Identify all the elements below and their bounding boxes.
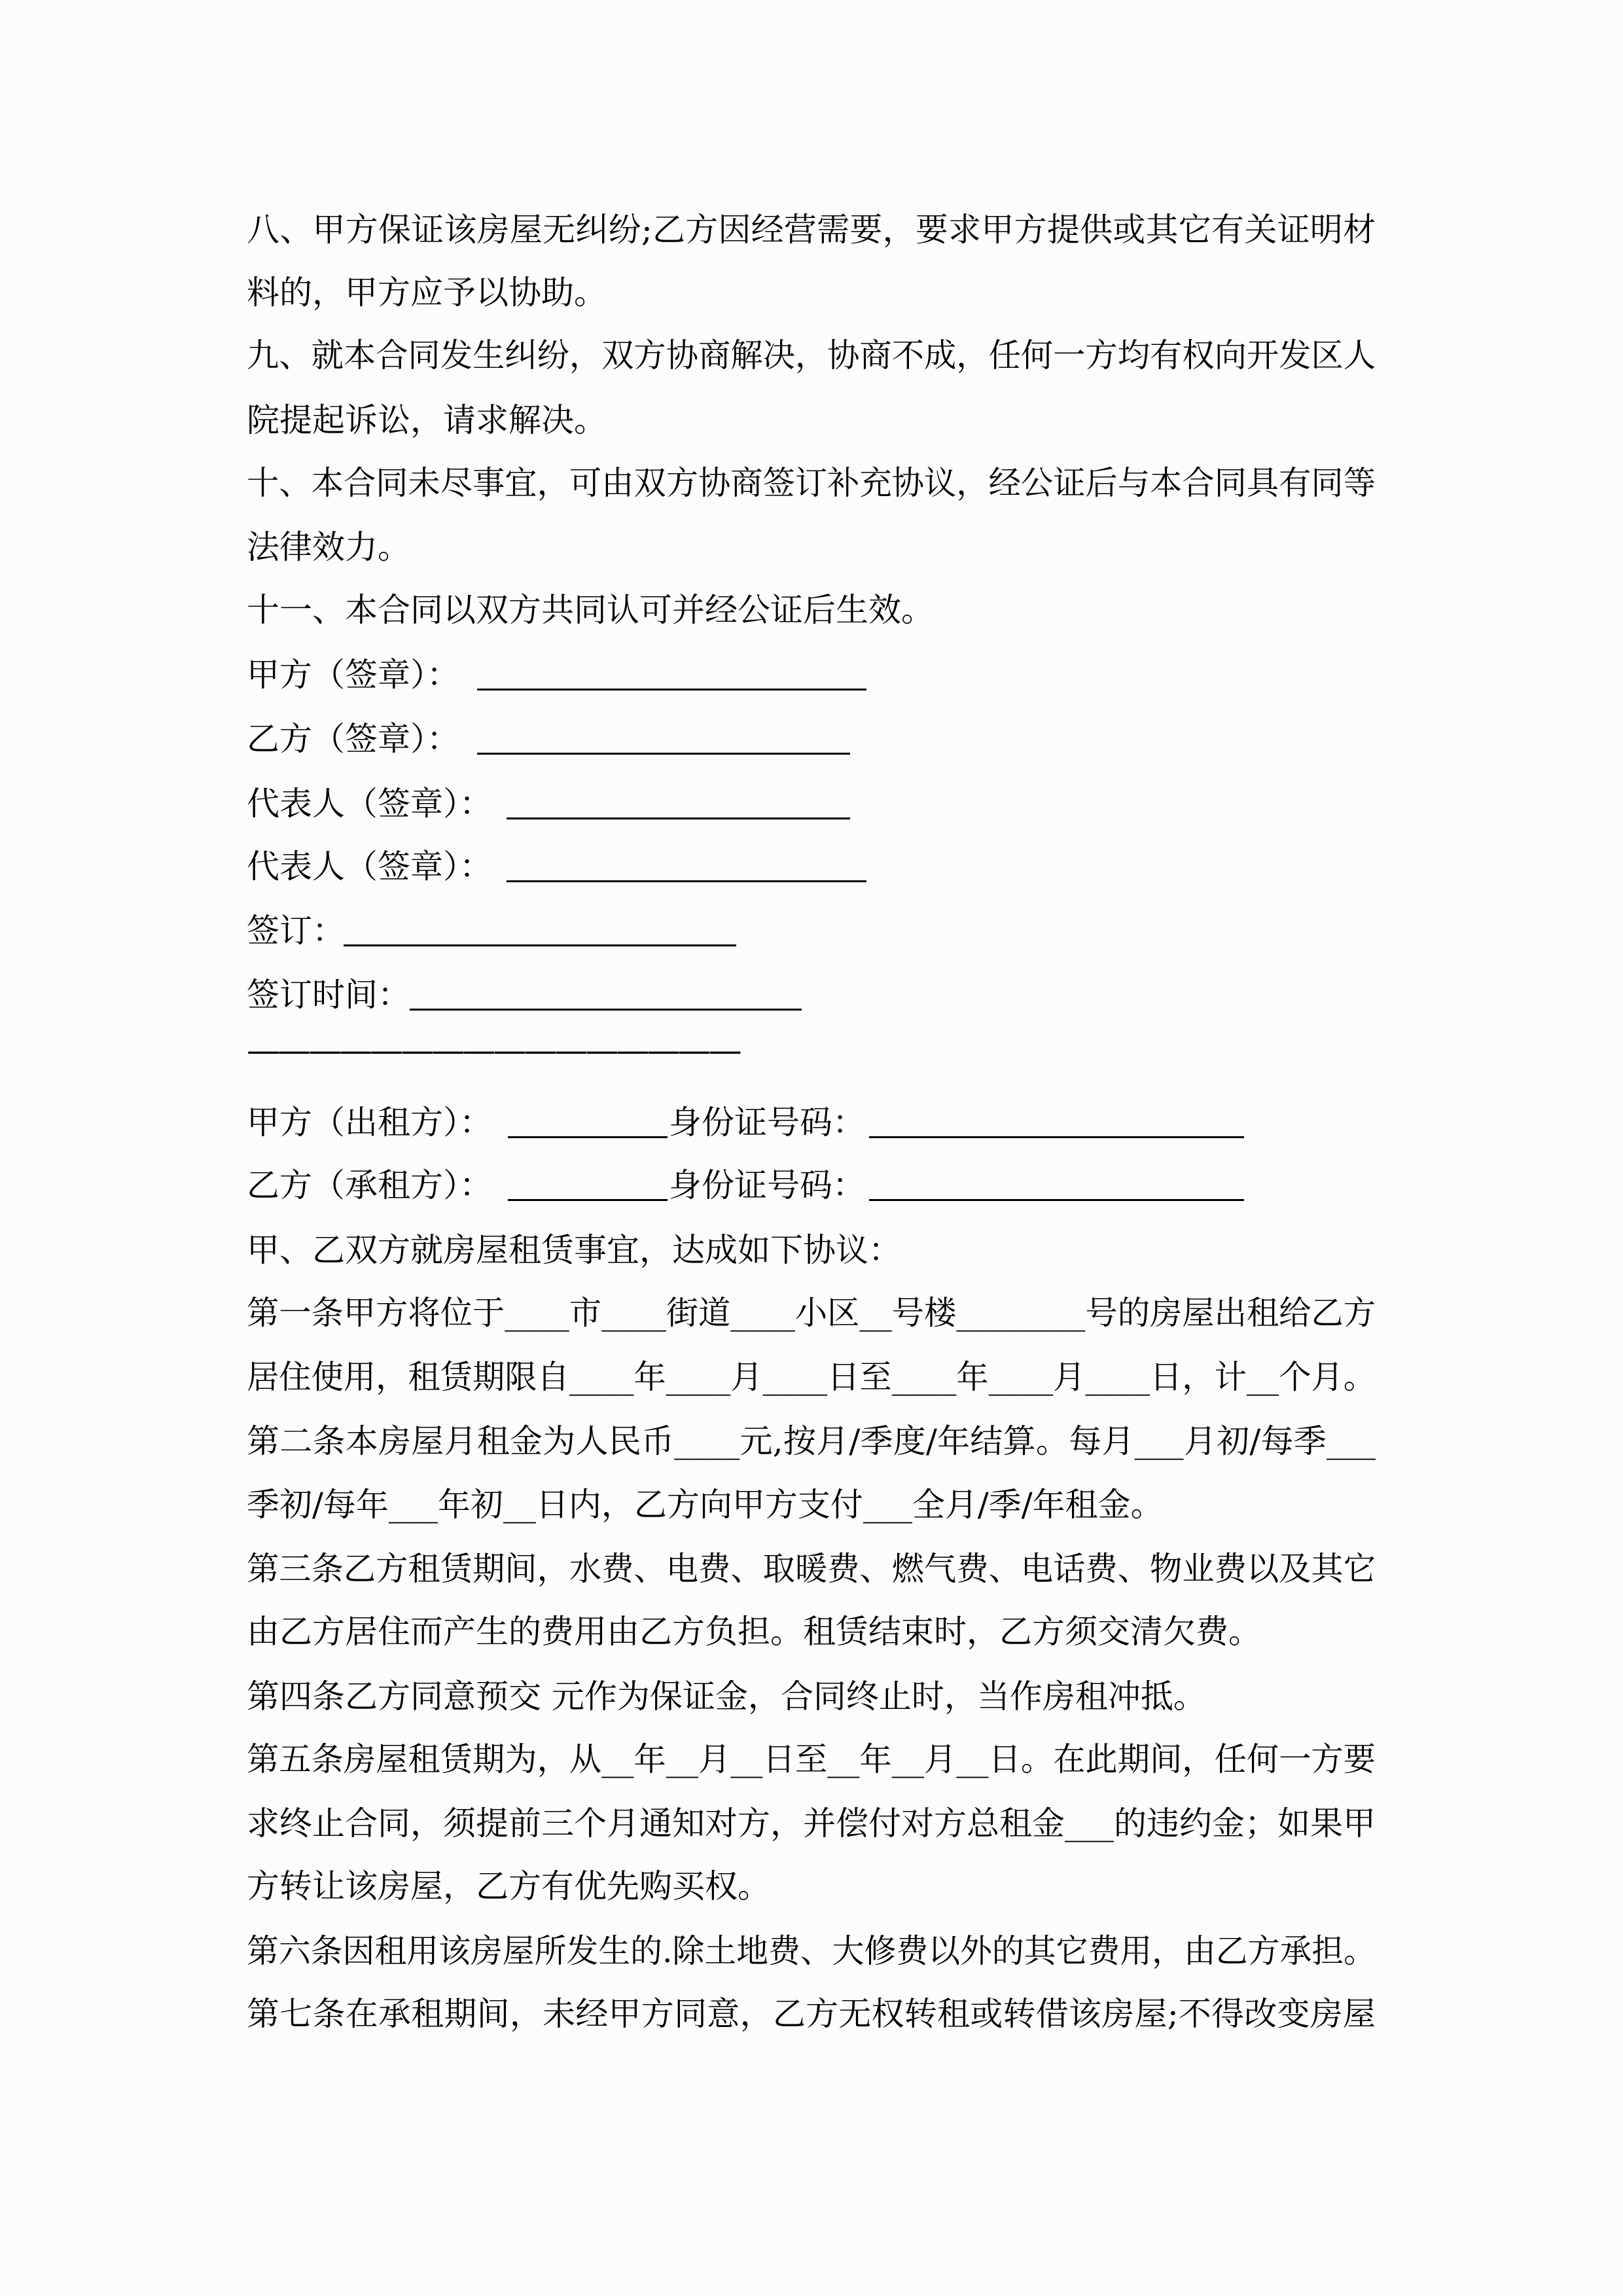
party-a-label: 甲方（出租方）： bbox=[247, 1103, 492, 1141]
signature-row-representative-2 bbox=[247, 834, 492, 899]
article-3-line-2: 由乙方居住而产生的费用由乙方负担。租赁结束时，乙方须交清欠费。 bbox=[247, 1613, 1261, 1651]
article-1-line-1: 第一条甲方将位于____市____街道____小区__号楼________号的房屋出租给乙方 bbox=[247, 1294, 1376, 1332]
party-b-name-field[interactable] bbox=[508, 1199, 668, 1201]
signature-row-representative-1 bbox=[247, 772, 492, 836]
article-3-line-1: 第三条乙方租赁期间，水费、电费、取暖费、燃气费、电话费、物业费以及其它 bbox=[247, 1550, 1376, 1588]
article-5-line-2: 求终止合同，须提前三个月通知对方，并偿付对方总租金___的违约金；如果甲 bbox=[247, 1804, 1376, 1842]
signing-date-row bbox=[247, 963, 410, 1027]
clause-9-line-1: 九、就本合同发生纠纷，双方协商解决，协商不成，任何一方均有权向开发区人 bbox=[247, 336, 1376, 374]
article-6-line-1: 第六条因租用该房屋所发生的.除土地费、大修费以外的其它费用，由乙方承担。 bbox=[247, 1932, 1376, 1970]
article-2-line-1: 第二条本房屋月租金为人民币____元,按月/季度/年结算。每月___月初/每季___ bbox=[247, 1422, 1376, 1460]
signature-field-representative-2[interactable] bbox=[507, 880, 866, 882]
signature-field-party-a[interactable] bbox=[477, 689, 866, 691]
signature-row-party-b bbox=[247, 707, 459, 771]
signature-label: 乙方（签章）： bbox=[247, 720, 459, 758]
signature-field-party-b[interactable] bbox=[477, 753, 850, 755]
signature-label: 代表人（签章）： bbox=[247, 785, 492, 823]
clause-10-line-2: 法律效力。 bbox=[247, 528, 410, 566]
signature-row-party-a bbox=[247, 643, 459, 707]
agreement-intro: 甲、乙双方就房屋租赁事宜，达成如下协议： bbox=[247, 1231, 901, 1269]
party-b-label: 乙方（承租方）： bbox=[247, 1166, 492, 1204]
clause-9-line-2: 院提起诉讼，请求解决。 bbox=[247, 401, 607, 439]
party-b-id-field[interactable] bbox=[869, 1199, 1244, 1201]
party-b-row bbox=[247, 1153, 492, 1217]
clause-8-line-1: 八、甲方保证该房屋无纠纷;乙方因经营需要，要求甲方提供或其它有关证明材 bbox=[247, 211, 1376, 249]
article-5-line-1: 第五条房屋租赁期为，从__年__月__日至__年__月__日。在此期间，任何一方要 bbox=[247, 1740, 1376, 1778]
signing-row bbox=[247, 899, 345, 963]
signature-label: 代表人（签章）： bbox=[247, 848, 492, 886]
article-4-line-1: 第四条乙方同意预交 元作为保证金，合同终止时，当作房租冲抵。 bbox=[247, 1677, 1206, 1715]
article-7-line-1: 第七条在承租期间，未经甲方同意，乙方无权转租或转借该房屋;不得改变房屋 bbox=[247, 1995, 1376, 2033]
party-a-row bbox=[247, 1090, 492, 1155]
signature-label: 甲方（签章）： bbox=[247, 656, 459, 694]
clause-8-line-2: 料的，甲方应予以协助。 bbox=[247, 274, 607, 312]
party-a-name-field[interactable] bbox=[508, 1136, 668, 1138]
article-5-line-3: 方转让该房屋，乙方有优先购买权。 bbox=[247, 1867, 770, 1905]
signing-label: 签订： bbox=[247, 912, 345, 950]
signature-field-representative-1[interactable] bbox=[507, 817, 850, 819]
signing-date-field[interactable] bbox=[410, 1009, 802, 1011]
article-2-line-2: 季初/每年___年初__日内，乙方向甲方支付___全月/季/年租金。 bbox=[247, 1486, 1164, 1524]
signing-field[interactable] bbox=[344, 944, 736, 946]
signing-date-label: 签订时间： bbox=[247, 976, 410, 1014]
article-1-line-2: 居住使用，租赁期限自____年____月____日至____年____月____日，计__个月。 bbox=[247, 1358, 1376, 1396]
clause-10-line-1: 十、本合同未尽事宜，可由双方协商签订补充协议，经公证后与本合同具有同等 bbox=[247, 464, 1376, 502]
party-a-id-label: 身份证号码： bbox=[669, 1103, 865, 1141]
party-b-id-label: 身份证号码： bbox=[669, 1166, 865, 1204]
section-separator: ———————————————— bbox=[247, 1031, 740, 1070]
clause-11-line-1: 十一、本合同以双方共同认可并经公证后生效。 bbox=[247, 591, 934, 629]
party-a-id-field[interactable] bbox=[869, 1136, 1244, 1138]
